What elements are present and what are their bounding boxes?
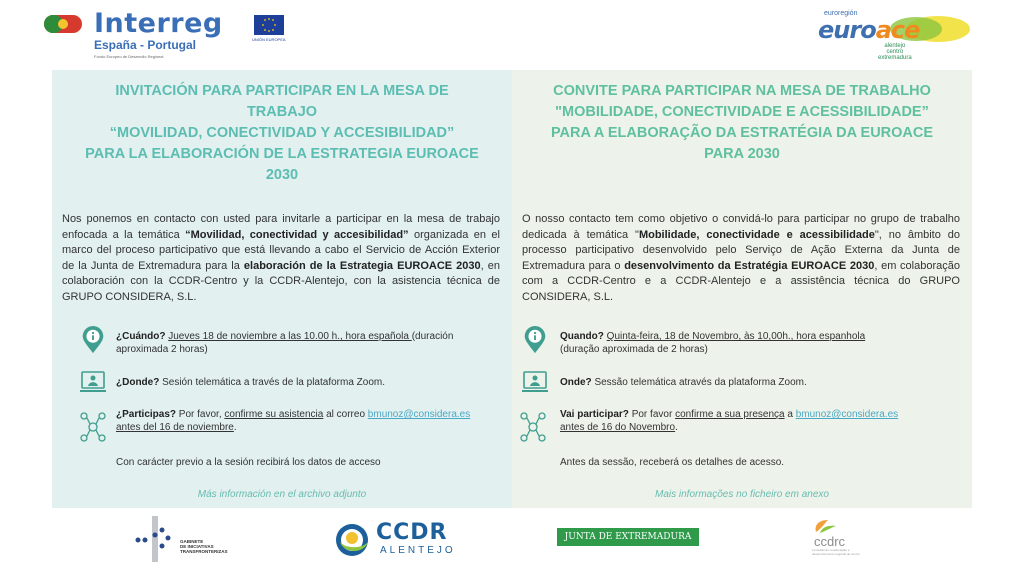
euroace-sub-3: extremadura [878, 55, 912, 61]
spanish-invitation-panel [52, 70, 512, 508]
es-where [116, 376, 496, 389]
es-join-text-2: al correo [323, 409, 368, 420]
es-title [62, 81, 502, 186]
ccdr-alentejo-swirl-icon [334, 522, 374, 558]
pt-intro-text-2: ", no âmbito do processo participativo desenvolvido pelo Serviço de Ação Externa da Junta de Extremadura para o [522, 228, 960, 272]
video-conference-icon [80, 368, 106, 396]
es-intro-text-3: , en colaboración con la CCDR-Centro y la CCDR-Alentejo, con la asistencia técnica de GRUPO CONSIDERA, S.L. [62, 259, 500, 303]
es-intro [62, 212, 500, 306]
pt-join-text-1: Por favor [628, 409, 676, 420]
info-pin-icon [522, 326, 548, 354]
euroace-sub-1: alentejo [884, 43, 906, 49]
euroace-logo [814, 10, 974, 60]
pt-more-info: Mais informações no ficheiro em anexo [655, 489, 829, 500]
es-title-line-4: PARA LA ELABORACIÓN DE LA ESTRATEGIA EUROACE [85, 146, 479, 162]
es-when [116, 330, 496, 356]
es-join-text-1: Por favor, [176, 409, 225, 420]
es-title-line-2: TRABAJO [246, 104, 318, 120]
es-intro-bold-2: elaboración de la Estrategia EUROACE 2030 [243, 259, 481, 272]
es-join-label: ¿Participas? [116, 409, 177, 420]
pt-when [560, 330, 956, 356]
eu-flag-icon [254, 15, 284, 35]
es-where-label: ¿Donde? [116, 377, 160, 388]
pt-intro [522, 212, 960, 306]
es-intro-bold-1: “Movilidad, conectividad y accesibilidad” [185, 228, 409, 241]
es-title-line-5: 2030 [265, 167, 299, 183]
gabinete-text [180, 539, 228, 554]
pt-title-line-4: PARA 2030 [704, 146, 780, 162]
gabinete-line-2: DE INICIATIVAS [180, 544, 214, 549]
ccdrc-logo [808, 518, 868, 564]
interreg-logo [44, 8, 294, 59]
gabinete-line-1: GABINETE [180, 539, 204, 544]
es-email-link[interactable]: bmunoz@considera.es [367, 409, 471, 420]
es-when-value: Jueves 18 de noviembre a las 10.00 h., hora española [168, 331, 412, 342]
pt-join-label: Vai participar? [560, 409, 629, 420]
pt-intro-bold-1: Mobilidade, conectividade e acessibilidade [638, 228, 875, 241]
euroace-region: euroregión [824, 10, 858, 17]
pt-intro-text-1: O nosso contacto tem como objetivo o convidá-lo para participar no grupo de trabalho dedicada à temática " [522, 213, 960, 241]
pt-title [522, 81, 962, 165]
ccdr-alentejo-title: CCDR [376, 520, 448, 545]
info-pin-icon [80, 326, 106, 354]
people-network-icon [80, 410, 106, 444]
pt-intro-text-3: , em colaboração com a CCDR-Centro e a CCDR-Alentejo e a assistência técnica do GRUPO CONSIDERA, S.L. [522, 259, 960, 303]
ccdr-alentejo-sub: ALENTEJO [380, 545, 456, 556]
eu-label: UNIÓN EUROPEA [252, 37, 286, 42]
interreg-fund: Fondo Europeo de Desarrollo Regional [94, 54, 164, 59]
euroace-word-a: euro [818, 16, 876, 44]
interreg-brand: Interreg [94, 8, 223, 39]
ccdr-alentejo-logo [334, 520, 464, 560]
header [0, 0, 1024, 62]
pt-confirm-link[interactable]: confirme a sua presença [675, 409, 785, 420]
es-title-line-1: INVITACIÓN PARA PARTICIPAR EN LA MESA DE [115, 83, 449, 99]
es-when-extra: (duración aproximada 2 horas) [116, 331, 454, 355]
interreg-flag-icon [44, 13, 84, 35]
pt-when-label: Quando? [560, 331, 604, 342]
es-join-text-4: . [233, 422, 237, 433]
pt-where-label: Onde? [560, 377, 592, 388]
pt-where [560, 376, 956, 389]
ccdrc-title: ccdrc [814, 534, 846, 549]
pt-intro-bold-2: desenvolvimento da Estratégia EUROACE 2030 [624, 259, 875, 272]
pt-participate [560, 408, 956, 434]
es-more-info: Más información en el archivo adjunto [197, 489, 367, 500]
people-network-icon [520, 410, 546, 444]
gabinete-line-3: TRANSFRONTERIZAS [180, 549, 228, 554]
junta-extremadura-logo: JUNTA DE EXTREMADURA [557, 528, 699, 546]
es-participate [116, 408, 496, 434]
gabinete-dots-icon [134, 516, 180, 562]
euroace-subregions [878, 43, 912, 61]
es-confirm-link[interactable]: confirme su asistencia [224, 409, 324, 420]
es-intro-text-2: organizada en el marco del proceso participativo que está llevando a cabo el Servicio de Acción Exterior de la Junta de Extremadura para la [62, 228, 500, 272]
euroace-sub-2: centro [886, 49, 904, 55]
es-access-note: Con carácter previo a la sesión recibirá los datos de acceso [116, 457, 381, 468]
es-intro-text-1: Nos ponemos en contacto con usted para invitarle a participar en la mesa de trabajo enfocada a la temática [62, 213, 500, 241]
interreg-subtitle: España - Portugal [94, 38, 197, 52]
ccdrc-leaf-icon [810, 518, 840, 534]
pt-when-value: Quinta-feira, 18 de Novembro, às 10,00h., hora espanhola [606, 331, 866, 342]
gabinete-logo [134, 516, 244, 562]
pt-deadline: antes de 16 do Novembro [560, 422, 676, 433]
pt-email-link[interactable]: bmunoz@considera.es [795, 409, 899, 420]
pt-when-extra: (duração aproximada de 2 horas) [560, 344, 708, 355]
euroace-word-b: ace [875, 16, 920, 44]
pt-title-line-1: CONVITE PARA PARTICIPAR NA MESA DE TRABALHO [553, 83, 931, 99]
es-when-label: ¿Cuándo? [116, 331, 166, 342]
pt-join-text-4: . [675, 422, 678, 433]
pt-title-line-2: "MOBILIDADE, CONECTIVIDADE E ACESSIBILIDADE” [555, 104, 929, 120]
pt-join-text-2: a [784, 409, 796, 420]
video-conference-icon [522, 368, 548, 396]
euroace-wordmark [818, 16, 919, 44]
pt-title-line-3: PARA A ELABORAÇÃO DA ESTRATÉGIA DA EUROACE [550, 125, 934, 141]
es-deadline: antes del 16 de noviembre [116, 422, 234, 433]
ccdrc-sub: comissão de coordenação e desenvolvimento regional do centro [812, 548, 860, 556]
pt-where-value: Sessão telemática através da plataforma Zoom. [591, 377, 807, 388]
es-where-value: Sesión telemática a través de la plataforma Zoom. [159, 377, 385, 388]
footer-logos [0, 508, 1024, 576]
portuguese-invitation-panel [512, 70, 972, 508]
pt-access-note: Antes da sessão, receberá os detalhes de acesso. [560, 457, 785, 468]
es-title-line-3: “MOVILIDAD, CONECTIVIDAD Y ACCESIBILIDAD” [109, 125, 455, 141]
